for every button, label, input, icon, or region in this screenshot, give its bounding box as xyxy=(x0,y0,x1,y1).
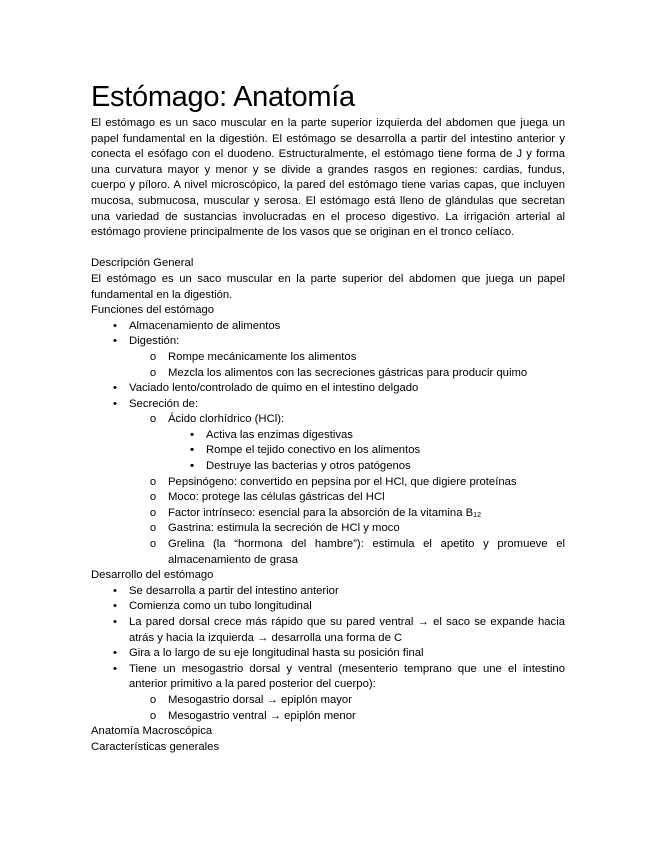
list-item xyxy=(129,350,565,366)
list-item xyxy=(91,334,565,381)
list-item-text: Se desarrolla a partir del intestino anterior xyxy=(129,584,339,597)
page-title: Estómago: Anatomía xyxy=(91,81,355,113)
circle-bullet-icon: o xyxy=(149,350,157,363)
circle-bullet-icon: o xyxy=(149,506,157,519)
list-item xyxy=(91,381,565,397)
bullet-icon: • xyxy=(113,600,117,613)
secretion-sublist xyxy=(129,412,565,568)
list-item-text: Vaciado lento/controlado de quimo en el intestino delgado xyxy=(129,382,419,395)
general-heading: Descripción General xyxy=(91,257,194,270)
development-list xyxy=(91,584,565,724)
functions-heading: Funciones del estómago xyxy=(91,304,215,317)
square-bullet-icon: ▪ xyxy=(189,460,194,473)
list-item-text: Tiene un mesogastrio dorsal y ventral (mesenterio temprano que une el intestino anterior primitivo a la pared posterior del cuerpo): xyxy=(129,662,565,691)
bullet-icon: • xyxy=(113,647,117,660)
list-item xyxy=(129,537,565,568)
list-item-text: Mezcla los alimentos con las secreciones gástricas para producir quimo xyxy=(168,366,528,379)
list-item-text: Comienza como un tubo longitudinal xyxy=(129,600,312,613)
list-item xyxy=(129,709,565,725)
list-item xyxy=(129,506,565,522)
list-item-text: Moco: protege las células gástricas del HCl xyxy=(168,491,385,504)
list-item-text: Destruye las bacterias y otros patógenos xyxy=(206,460,411,473)
bullet-icon: • xyxy=(113,335,117,348)
list-item xyxy=(91,662,565,724)
square-bullet-icon: ▪ xyxy=(189,444,194,457)
circle-bullet-icon: o xyxy=(149,366,157,379)
list-item xyxy=(91,615,565,646)
circle-bullet-icon: o xyxy=(149,475,157,488)
functions-list xyxy=(91,319,565,569)
circle-bullet-icon: o xyxy=(149,709,157,722)
circle-bullet-icon: o xyxy=(149,413,157,426)
list-item-text: La pared dorsal crece más rápido que su pared ventral → el saco se expande hacia atrás y hacia la izquierda → desarrolla una forma de C xyxy=(129,616,565,644)
bullet-icon: • xyxy=(113,319,117,332)
list-item-text: Pepsinógeno: convertido en pepsina por el HCl, que digiere proteínas xyxy=(168,475,517,488)
square-bullet-icon: ▪ xyxy=(189,428,194,441)
document-content xyxy=(91,80,565,755)
circle-bullet-icon: o xyxy=(149,693,157,706)
circle-bullet-icon: o xyxy=(149,538,157,551)
intrinsic-factor-text: Factor intrínseco: esencial para la absorción de la vitamina B xyxy=(168,506,474,519)
list-item-text: Ácido clorhídrico (HCl): xyxy=(168,413,285,426)
list-item xyxy=(91,599,565,615)
list-item xyxy=(168,459,565,475)
list-item xyxy=(129,693,565,709)
list-item-text: Digestión: xyxy=(129,335,180,348)
list-item-text: Activa las enzimas digestivas xyxy=(206,428,353,441)
digestion-sublist xyxy=(129,350,565,381)
list-item xyxy=(91,319,565,335)
list-item-text: Gastrina: estimula la secreción de HCl y moco xyxy=(168,522,400,535)
bullet-icon: • xyxy=(113,584,117,597)
list-item xyxy=(129,412,565,474)
bullet-icon: • xyxy=(113,616,117,628)
list-item xyxy=(129,521,565,537)
list-item-text: Rompe mecánicamente los alimentos xyxy=(168,350,357,363)
list-item xyxy=(129,490,565,506)
bullet-icon: • xyxy=(113,397,117,410)
mesogastrium-sublist xyxy=(129,693,565,724)
circle-bullet-icon: o xyxy=(149,491,157,504)
list-item-text: Rompe el tejido conectivo en los alimentos xyxy=(206,444,421,457)
gross-anatomy-heading: Anatomía Macroscópica xyxy=(91,725,213,738)
list-item xyxy=(91,646,565,662)
list-item xyxy=(168,443,565,459)
circle-bullet-icon: o xyxy=(149,522,157,535)
list-item-text: Gira a lo largo de su eje longitudinal hasta su posición final xyxy=(129,647,424,660)
development-heading: Desarrollo del estómago xyxy=(91,569,214,582)
list-item xyxy=(129,366,565,382)
document-body xyxy=(91,116,565,755)
intro-paragraph: El estómago es un saco muscular en la parte superior izquierda del abdomen que juega un papel fundamental en la digestión. El estómago se desarrolla a partir del intestino anterior y conecta el esófago con el duodeno. Estructuralmente, el estómago tiene forma de J y forma una curvatura mayor y menor y se divide a grandes rasgos en regiones: cardias, fundus, cuerpo y píloro. A nivel microscópico, la pared del estómago tiene varias capas, que incluyen mucosa, submucosa, muscular y serosa. El estómago está lleno de glándulas que secretan una variedad de sustancias involucradas en el proceso digestivo. La irrigación arterial al estómago proviene principalmente de los vasos que se originan en el tronco celíaco. xyxy=(91,117,565,239)
list-item-text xyxy=(168,506,565,522)
list-item xyxy=(129,475,565,491)
general-paragraph: El estómago es un saco muscular en la parte superior del abdomen que juega un papel fundamental en la digestión. xyxy=(91,272,565,301)
hcl-sublist xyxy=(168,428,565,475)
list-item-text: Secreción de: xyxy=(129,397,199,410)
list-item-text: Mesogastrio dorsal → epiplón mayor xyxy=(168,693,352,706)
list-item-text: Almacenamiento de alimentos xyxy=(129,319,281,332)
bullet-icon: • xyxy=(113,382,117,395)
list-item-text: Mesogastrio ventral → epiplón menor xyxy=(168,709,356,722)
list-item xyxy=(91,584,565,600)
bullet-icon: • xyxy=(113,662,117,675)
list-item xyxy=(91,397,565,569)
list-item xyxy=(168,428,565,444)
vitamin-subscript: 12 xyxy=(473,511,481,519)
list-item-text: Grelina (la “hormona del hambre”): estimula el apetito y promueve el almacenamiento de grasa xyxy=(168,538,565,566)
general-features-heading: Características generales xyxy=(91,740,220,753)
